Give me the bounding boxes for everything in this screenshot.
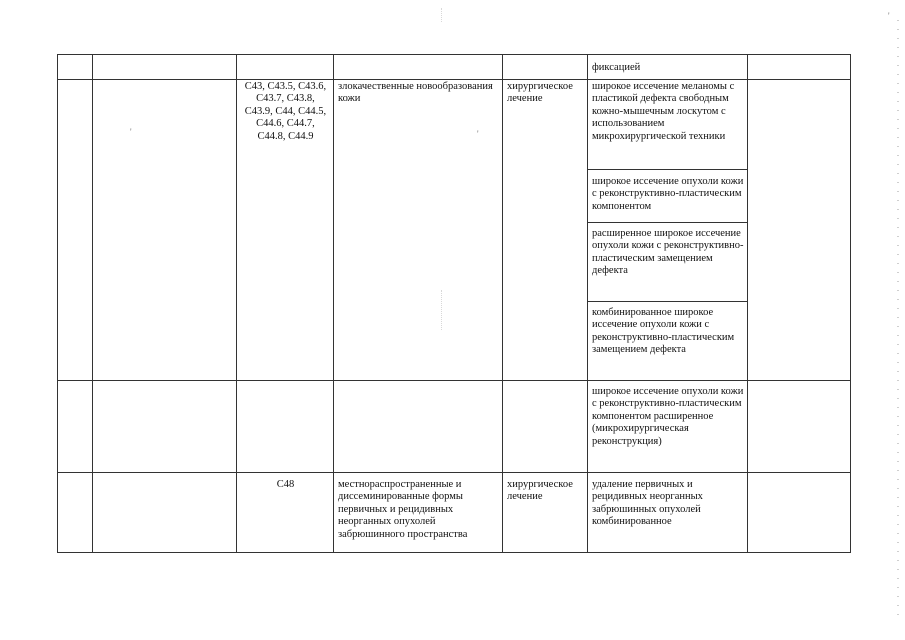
cell-diagnosis: местнораспространенные и диссеминированные формы первичных и рецидивных неорганных опухолей забрюшинного пространства [334, 473, 503, 553]
table-row [58, 80, 851, 170]
cell-method: широкое иссечение опухоли кожи с реконструктивно-пластическим компонентом расширенное (микрохирургическая реконструкция) [588, 381, 748, 473]
cell-number [58, 55, 93, 80]
cell-profile [93, 80, 237, 381]
table-row [58, 55, 851, 80]
cell-note [748, 55, 851, 80]
cell-method: фиксацией [588, 55, 748, 80]
scan-mark: ' [130, 127, 132, 137]
cell-method: расширенное широкое иссечение опухоли кожи с реконструктивно-пластическим замещением дефекта [588, 223, 748, 302]
cell-note [748, 473, 851, 553]
cell-code: C43, C43.5, C43.6, C43.7, C43.8, C43.9, C44, C44.5, C44.6, C44.7, C44.8, C44.9 [237, 80, 334, 381]
cell-treatment [503, 381, 588, 473]
cell-diagnosis: злокачественные новообразования кожи [334, 80, 503, 381]
table-row [58, 381, 851, 473]
cell-number [58, 80, 93, 381]
cell-number [58, 381, 93, 473]
medical-procedures-table [57, 54, 851, 553]
cell-profile [93, 381, 237, 473]
cell-note [748, 381, 851, 473]
cell-code [237, 55, 334, 80]
cell-profile [93, 473, 237, 553]
cell-treatment: хирургическое лечение [503, 473, 588, 553]
cell-treatment [503, 55, 588, 80]
cell-number [58, 473, 93, 553]
cell-method: широкое иссечение меланомы с пластикой дефекта свободным кожно-мышечным лоскутом с использованием микрохирургической техники [588, 80, 748, 170]
cell-code: C48 [237, 473, 334, 553]
scan-mark: ' [477, 129, 479, 139]
cell-method: комбинированное широкое иссечение опухоли кожи с реконструктивно-пластическим замещением дефекта [588, 302, 748, 381]
scan-edge-dots [897, 20, 899, 620]
cell-method: удаление первичных и рецидивных неорганных забрюшинных опухолей комбинированное [588, 473, 748, 553]
table-row [58, 473, 851, 553]
cell-code [237, 381, 334, 473]
cell-method: широкое иссечение опухоли кожи с реконструктивно-пластическим компонентом [588, 170, 748, 223]
scan-mark: ' [888, 11, 890, 21]
cell-diagnosis [334, 55, 503, 80]
cell-diagnosis [334, 381, 503, 473]
cell-profile [93, 55, 237, 80]
cell-note [748, 80, 851, 381]
scan-fold-line [441, 8, 442, 22]
cell-treatment: хирургическое лечение [503, 80, 588, 381]
